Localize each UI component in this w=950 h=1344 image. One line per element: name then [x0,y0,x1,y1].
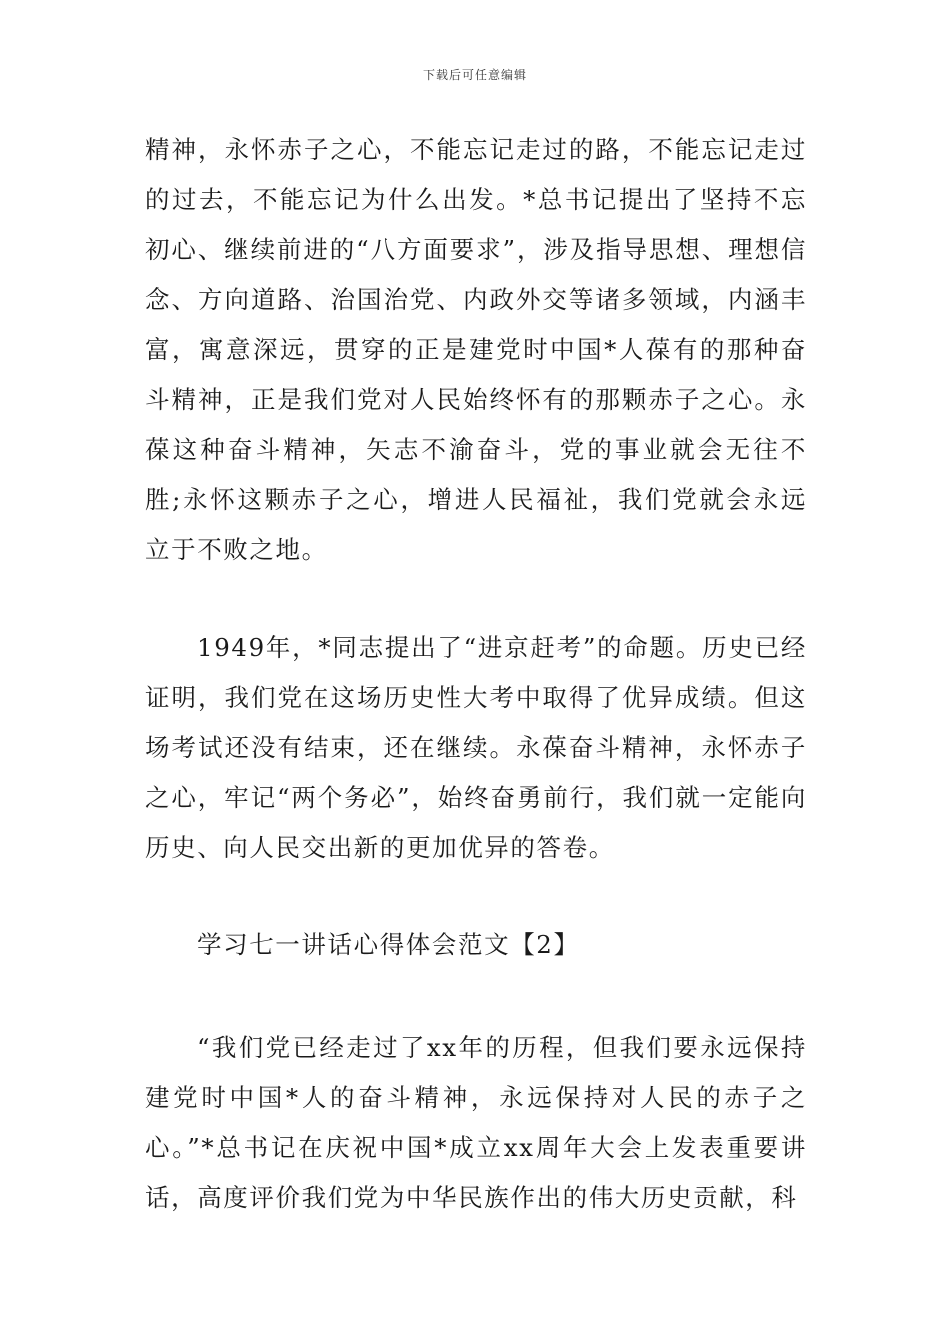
body-paragraph-1: 精神，永怀赤子之心，不能忘记走过的路，不能忘记走过的过去，不能忘记为什么出发。*总书记提出了坚持不忘初心、继续前进的“八方面要求”，涉及指导思想、理想信念、方向道路、治国治党、内政外交等诸多领域，内涵丰富，寓意深远，贯穿的正是建党时中国*人葆有的那种奋斗精神，正是我们党对人民始终怀有的那颗赤子之心。永葆这种奋斗精神，矢志不渝奋斗，党的事业就会无往不胜;永怀这颗赤子之心，增进人民福祉，我们党就会永远立于不败之地。 [145,135,807,564]
section-title: 学习七一讲话心得体会范文【2】 [197,930,580,959]
page-header-note: 下载后可任意编辑 [422,68,527,82]
body-paragraph-3: “我们党已经走过了xx年的历程，但我们要永远保持建党时中国*人的奋斗精神，永远保持对人民的赤子之心。”*总书记在庆祝中国*成立xx周年大会上发表重要讲话，高度评价我们党为中华民族作出的伟大历史贡献，科 [145,1033,807,1212]
body-paragraph-2: 1949年，*同志提出了“进京赶考”的命题。历史已经证明，我们党在这场历史性大考中取得了优异成绩。但这场考试还没有结束，还在继续。永葆奋斗精神，永怀赤子之心，牢记“两个务必”，始终奋勇前行，我们就一定能向历史、向人民交出新的更加优异的答卷。 [145,633,807,862]
